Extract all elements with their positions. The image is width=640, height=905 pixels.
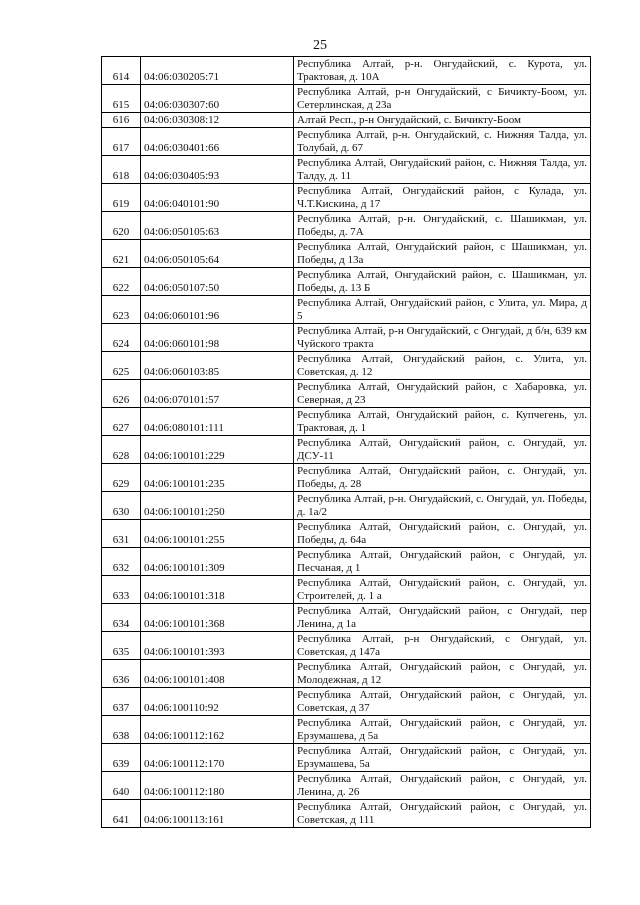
- address-cell: Республика Алтай, Онгудайский район, с Улита, ул. Мира, д 5: [294, 296, 591, 324]
- table-row: [102, 128, 591, 156]
- row-number-cell: 628: [102, 436, 141, 464]
- table-row: [102, 800, 591, 828]
- registry-table: [101, 56, 591, 828]
- address-cell: Республика Алтай, Онгудайский район, с. Онгудай, ул. Строителей, д. 1 а: [294, 576, 591, 604]
- table-row: [102, 324, 591, 352]
- cadastral-number-cell: 04:06:040101:90: [141, 184, 294, 212]
- table-row: [102, 520, 591, 548]
- cadastral-number-cell: 04:06:100101:250: [141, 492, 294, 520]
- address-cell: Республика Алтай, Онгудайский район, с Онгудай, ул. Ерзумашева, д 5а: [294, 716, 591, 744]
- table-row: [102, 688, 591, 716]
- cadastral-number-cell: 04:06:100112:162: [141, 716, 294, 744]
- table-row: [102, 604, 591, 632]
- address-cell: Республика Алтай, Онгудайский район, с Онгудай, ул. Песчаная, д 1: [294, 548, 591, 576]
- cadastral-number-cell: 04:06:100101:235: [141, 464, 294, 492]
- row-number-cell: 622: [102, 268, 141, 296]
- address-cell: Республика Алтай, р-н Онгудайский, с Онгудай, ул. Советская, д 147а: [294, 632, 591, 660]
- registry-table-body: [102, 57, 591, 828]
- table-row: [102, 352, 591, 380]
- row-number-cell: 616: [102, 113, 141, 128]
- cadastral-number-cell: 04:06:060101:96: [141, 296, 294, 324]
- table-row: [102, 464, 591, 492]
- table-row: [102, 212, 591, 240]
- table-row: [102, 184, 591, 212]
- address-cell: Республика Алтай, Онгудайский район, с. Онгудай, ул. ДСУ-11: [294, 436, 591, 464]
- cadastral-number-cell: 04:06:030405:93: [141, 156, 294, 184]
- table-row: [102, 716, 591, 744]
- cadastral-number-cell: 04:06:030401:66: [141, 128, 294, 156]
- address-cell: Республика Алтай, Онгудайский район, с Онгудай, ул. Ленина, д. 26: [294, 772, 591, 800]
- address-cell: Республика Алтай, Онгудайский район, с Онгудай, пер Ленина, д 1а: [294, 604, 591, 632]
- cadastral-number-cell: 04:06:100110:92: [141, 688, 294, 716]
- table-row: [102, 492, 591, 520]
- cadastral-number-cell: 04:06:100101:255: [141, 520, 294, 548]
- table-row: [102, 744, 591, 772]
- row-number-cell: 625: [102, 352, 141, 380]
- table-row: [102, 57, 591, 85]
- address-cell: Республика Алтай, Онгудайский район, с Хабаровка, ул. Северная, д 23: [294, 380, 591, 408]
- address-cell: Республика Алтай, р-н. Онгудайский, с. Нижняя Талда, ул. Толубай, д. 67: [294, 128, 591, 156]
- address-cell: Республика Алтай, р-н Онгудайский, с Онгудай, д б/н, 639 км Чуйского тракта: [294, 324, 591, 352]
- cadastral-number-cell: 04:06:100113:161: [141, 800, 294, 828]
- table-row: [102, 576, 591, 604]
- table-row: [102, 548, 591, 576]
- address-cell: Республика Алтай, Онгудайский район, с Шашикман, ул. Победы, д 13а: [294, 240, 591, 268]
- cadastral-number-cell: 04:06:050107:50: [141, 268, 294, 296]
- row-number-cell: 641: [102, 800, 141, 828]
- address-cell: Республика Алтай, Онгудайский район, с. Улита, ул. Советская, д. 12: [294, 352, 591, 380]
- cadastral-number-cell: 04:06:080101:111: [141, 408, 294, 436]
- table-row: [102, 380, 591, 408]
- row-number-cell: 623: [102, 296, 141, 324]
- row-number-cell: 630: [102, 492, 141, 520]
- cadastral-number-cell: 04:06:100101:393: [141, 632, 294, 660]
- address-cell: Республика Алтай, Онгудайский район, с. Нижняя Талда, ул. Талду, д. 11: [294, 156, 591, 184]
- cadastral-number-cell: 04:06:100101:368: [141, 604, 294, 632]
- table-row: [102, 632, 591, 660]
- table-row: [102, 660, 591, 688]
- cadastral-number-cell: 04:06:030307:60: [141, 85, 294, 113]
- address-cell: Республика Алтай, Онгудайский район, с Кулада, ул. Ч.Т.Кискина, д 17: [294, 184, 591, 212]
- address-cell: Республика Алтай, Онгудайский район, с. Онгудай, ул. Победы, д. 64а: [294, 520, 591, 548]
- cadastral-number-cell: 04:06:060101:98: [141, 324, 294, 352]
- address-cell: Республика Алтай, Онгудайский район, с. Купчегень, ул. Трактовая, д. 1: [294, 408, 591, 436]
- table-row: [102, 156, 591, 184]
- address-cell: Республика Алтай, р-н Онгудайский, с Бичикту-Боом, ул. Сетерлинская, д 23а: [294, 85, 591, 113]
- row-number-cell: 624: [102, 324, 141, 352]
- address-cell: Алтай Респ., р-н Онгудайский, с. Бичикту-Боом: [294, 113, 591, 128]
- address-cell: Республика Алтай, Онгудайский район, с. Шашикман, ул. Победы, д. 13 Б: [294, 268, 591, 296]
- cadastral-number-cell: 04:06:100101:309: [141, 548, 294, 576]
- row-number-cell: 615: [102, 85, 141, 113]
- table-row: [102, 296, 591, 324]
- row-number-cell: 619: [102, 184, 141, 212]
- row-number-cell: 635: [102, 632, 141, 660]
- row-number-cell: 636: [102, 660, 141, 688]
- address-cell: Республика Алтай, р-н. Онгудайский, с. Онгудай, ул. Победы, д. 1а/2: [294, 492, 591, 520]
- table-row: [102, 772, 591, 800]
- table-row: [102, 408, 591, 436]
- row-number-cell: 629: [102, 464, 141, 492]
- row-number-cell: 627: [102, 408, 141, 436]
- row-number-cell: 631: [102, 520, 141, 548]
- cadastral-number-cell: 04:06:100112:170: [141, 744, 294, 772]
- cadastral-number-cell: 04:06:100101:229: [141, 436, 294, 464]
- cadastral-number-cell: 04:06:030205:71: [141, 57, 294, 85]
- cadastral-number-cell: 04:06:050105:64: [141, 240, 294, 268]
- row-number-cell: 614: [102, 57, 141, 85]
- row-number-cell: 618: [102, 156, 141, 184]
- cadastral-number-cell: 04:06:050105:63: [141, 212, 294, 240]
- cadastral-number-cell: 04:06:070101:57: [141, 380, 294, 408]
- row-number-cell: 640: [102, 772, 141, 800]
- cadastral-number-cell: 04:06:100101:318: [141, 576, 294, 604]
- cadastral-number-cell: 04:06:100101:408: [141, 660, 294, 688]
- table-row: [102, 268, 591, 296]
- row-number-cell: 626: [102, 380, 141, 408]
- cadastral-number-cell: 04:06:060103:85: [141, 352, 294, 380]
- row-number-cell: 633: [102, 576, 141, 604]
- table-row: [102, 436, 591, 464]
- page-number: 25: [313, 38, 327, 53]
- table-row: [102, 240, 591, 268]
- cadastral-number-cell: 04:06:100112:180: [141, 772, 294, 800]
- table-row: [102, 85, 591, 113]
- row-number-cell: 632: [102, 548, 141, 576]
- cadastral-number-cell: 04:06:030308:12: [141, 113, 294, 128]
- row-number-cell: 639: [102, 744, 141, 772]
- address-cell: Республика Алтай, р-н. Онгудайский, с. Курота, ул. Трактовая, д. 10А: [294, 57, 591, 85]
- table-row: [102, 113, 591, 128]
- row-number-cell: 637: [102, 688, 141, 716]
- row-number-cell: 617: [102, 128, 141, 156]
- address-cell: Республика Алтай, р-н. Онгудайский, с. Шашикман, ул. Победы, д. 7А: [294, 212, 591, 240]
- row-number-cell: 621: [102, 240, 141, 268]
- address-cell: Республика Алтай, Онгудайский район, с Онгудай, ул. Ерзумашева, 5а: [294, 744, 591, 772]
- row-number-cell: 638: [102, 716, 141, 744]
- address-cell: Республика Алтай, Онгудайский район, с Онгудай, ул. Молодежная, д 12: [294, 660, 591, 688]
- address-cell: Республика Алтай, Онгудайский район, с Онгудай, ул. Советская, д 37: [294, 688, 591, 716]
- address-cell: Республика Алтай, Онгудайский район, с. Онгудай, ул. Победы, д. 28: [294, 464, 591, 492]
- row-number-cell: 620: [102, 212, 141, 240]
- address-cell: Республика Алтай, Онгудайский район, с Онгудай, ул. Советская, д 111: [294, 800, 591, 828]
- row-number-cell: 634: [102, 604, 141, 632]
